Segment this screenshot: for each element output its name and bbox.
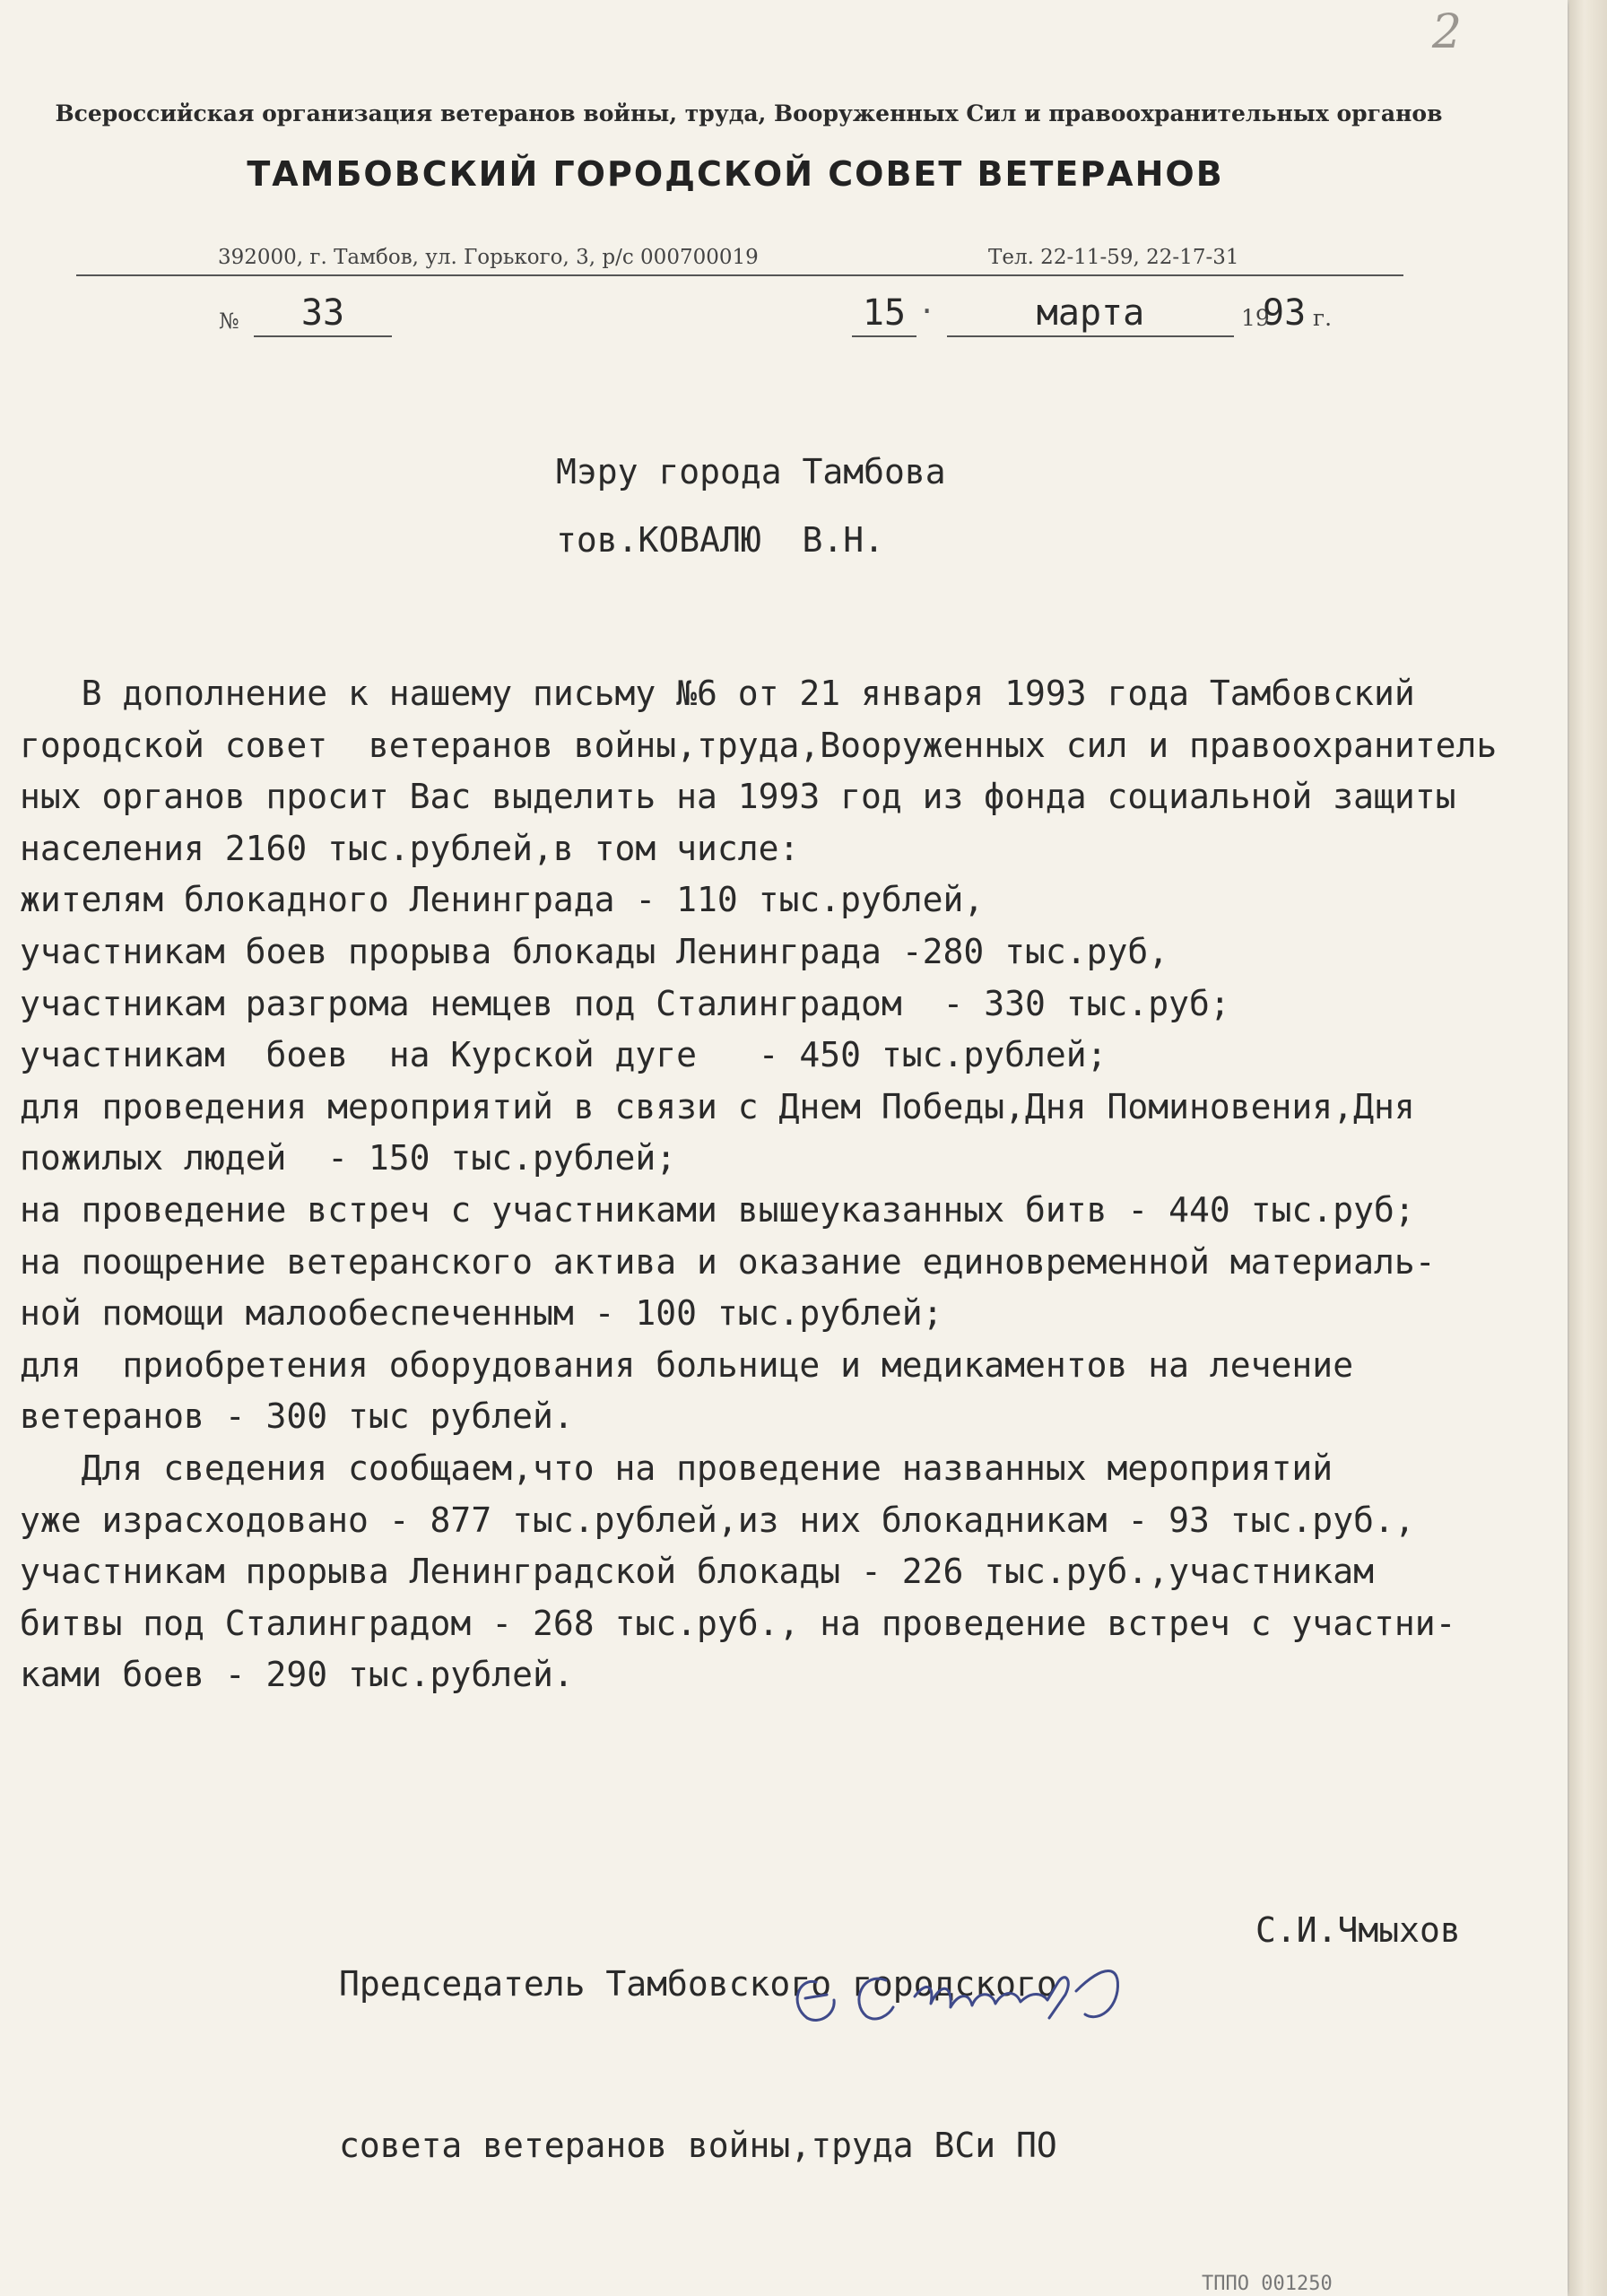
body-line: Для сведения сообщаем,что на проведение названных мероприятий bbox=[20, 1448, 1333, 1488]
body-line: участникам прорыва Ленинградской блокады - 226 тыс.руб.,участникам bbox=[20, 1552, 1374, 1592]
handwritten-signature bbox=[780, 1928, 1247, 2045]
body-line: битвы под Сталинградом - 268 тыс.руб., на проведение встреч с участни- bbox=[20, 1603, 1456, 1643]
next-page-edge bbox=[1569, 0, 1607, 2296]
body-line: на проведение встреч с участниками вышеуказанных битв - 440 тыс.руб; bbox=[20, 1189, 1415, 1230]
letter-body bbox=[20, 668, 1562, 1701]
reference-number: 33 bbox=[254, 291, 392, 337]
date-day: 15 bbox=[852, 291, 916, 337]
date-year-prefix: 19 bbox=[1241, 305, 1270, 331]
date-month: марта bbox=[947, 291, 1234, 337]
body-line: на поощрение ветеранского актива и оказание единовременной материаль- bbox=[20, 1241, 1436, 1282]
body-line: городской совет ветеранов войны,труда,Вооруженных сил и правоохранитель bbox=[20, 725, 1498, 765]
body-line: для приобретения оборудования больнице и медикаментов на лечение bbox=[20, 1344, 1354, 1385]
body-line: ками боев - 290 тыс.рублей. bbox=[20, 1655, 574, 1695]
body-line: В дополнение к нашему письму №6 от 21 января 1993 года Тамбовский bbox=[20, 674, 1415, 713]
date-separator: · bbox=[918, 294, 936, 328]
body-line: участникам боев на Курской дуге - 450 тыс.рублей; bbox=[20, 1035, 1108, 1075]
reference-number-label: № bbox=[219, 309, 239, 334]
body-line: ных органов просит Вас выделить на 1993 год из фонда социальной защиты bbox=[20, 777, 1456, 817]
body-line: для проведения мероприятий в связи с Днем Победы,Дня Поминовения,Дня bbox=[20, 1086, 1415, 1126]
body-line: участникам боев прорыва блокады Ленинграда -280 тыс.руб, bbox=[20, 931, 1169, 971]
organization-name: Всероссийская организация ветеранов войны, труда, Вооруженных Сил и правоохранительных органов bbox=[55, 100, 1443, 126]
page-number: 2 bbox=[1431, 5, 1462, 59]
body-line: ной помощи малообеспеченным - 100 тыс.рублей; bbox=[20, 1293, 943, 1334]
letterhead-address: 392000, г. Тамбов, ул. Горького, 3, р/с 000700019 bbox=[218, 246, 759, 269]
addressee-title: Мэру города Тамбова bbox=[556, 452, 946, 491]
signature-title-line-2: совета ветеранов войны,труда ВСи ПО bbox=[339, 2126, 1057, 2165]
body-line: уже израсходовано - 877 тыс.рублей,из них блокадникам - 93 тыс.руб., bbox=[20, 1500, 1415, 1540]
letterhead-divider bbox=[76, 274, 1403, 276]
body-line: участникам разгрома немцев под Сталинградом - 330 тыс.руб; bbox=[20, 983, 1230, 1023]
date-year: 93 bbox=[1263, 292, 1307, 334]
body-line: жителям блокадного Ленинграда - 110 тыс.рублей, bbox=[20, 880, 985, 920]
body-line: пожилых людей - 150 тыс.рублей; bbox=[20, 1138, 677, 1178]
body-line: населения 2160 тыс.рублей,в том числе: bbox=[20, 828, 800, 868]
signature-title-line-1: Председатель Тамбовского городского bbox=[339, 1964, 1057, 2004]
signer-name: С.И.Чмыхов bbox=[1255, 1910, 1461, 1950]
letterhead-phone: Тел. 22-11-59, 22-17-31 bbox=[988, 246, 1239, 269]
date-year-suffix: г. bbox=[1313, 305, 1333, 331]
addressee-name: тов.КОВАЛЮ В.Н. bbox=[556, 520, 885, 560]
signature-title bbox=[339, 1849, 1057, 2280]
letterhead-title: ТАМБОВСКИЙ ГОРОДСКОЙ СОВЕТ ВЕТЕРАНОВ bbox=[247, 154, 1224, 194]
footer-stamp: ТППО 001250 bbox=[1202, 2273, 1333, 2295]
body-line: ветеранов - 300 тыс рублей. bbox=[20, 1396, 574, 1437]
